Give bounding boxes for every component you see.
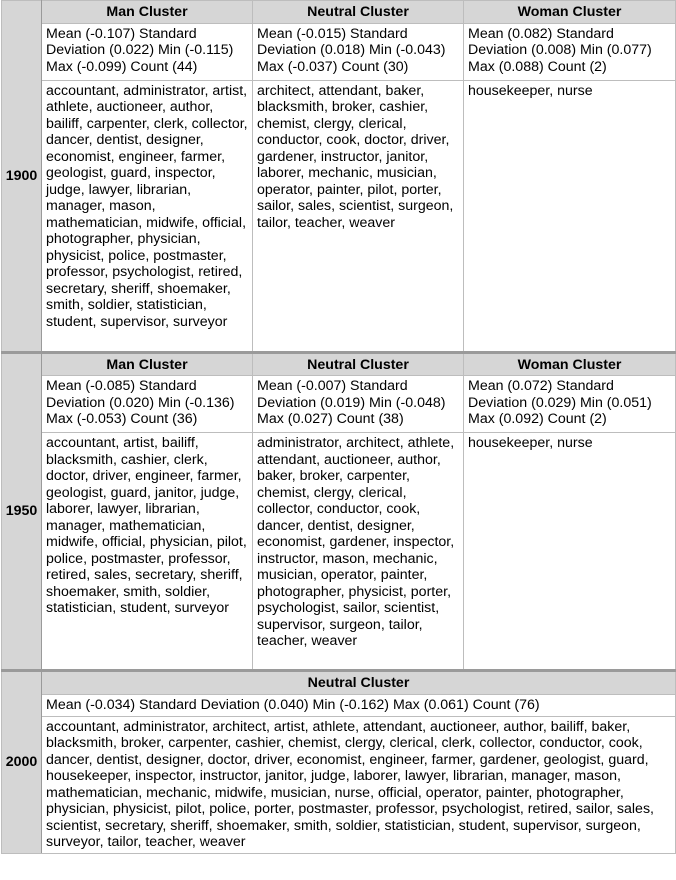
cluster-stats-woman-1900: Mean (0.082) Standard Deviation (0.008) Min (0.077) Max (0.088) Count (2)	[464, 23, 676, 80]
section-2000-words-row	[2, 716, 676, 853]
cluster-title-woman-1950: Woman Cluster	[464, 352, 676, 376]
cluster-title-man-1900: Man Cluster	[42, 1, 253, 24]
occupation-cluster-table	[1, 0, 676, 854]
section-1950-words-row	[2, 433, 676, 671]
section-1900-words-row	[2, 80, 676, 352]
cluster-stats-man-1900: Mean (-0.107) Standard Deviation (0.022) Min (-0.115) Max (-0.099) Count (44)	[42, 23, 253, 80]
cluster-stats-man-1950: Mean (-0.085) Standard Deviation (0.020) Min (-0.136) Max (-0.053) Count (36)	[42, 376, 253, 433]
cluster-stats-neutral-1950: Mean (-0.007) Standard Deviation (0.019) Min (-0.048) Max (0.027) Count (38)	[253, 376, 464, 433]
cluster-words-neutral-1900: architect, attendant, baker, blacksmith, broker, cashier, chemist, clergy, clerical, conductor, cook, doctor, driver, gardener, instructor, janitor, laborer, mechanic, musician, operator, painter, pilot, porter, sailor, sales, scientist, surgeon, tailor, teacher, weaver	[253, 80, 464, 352]
cluster-words-neutral-1950: administrator, architect, athlete, attendant, auctioneer, author, baker, broker, carpenter, chemist, clergy, clerical, collector, conductor, cook, dancer, dentist, designer, economist, gardener, inspector, instructor, mason, mechanic, musician, operator, painter, photographer, physicist, porter, psychologist, sailor, scientist, supervisor, surgeon, tailor, teacher, weaver	[253, 433, 464, 671]
cluster-words-woman-1900: housekeeper, nurse	[464, 80, 676, 352]
cluster-title-neutral-1950: Neutral Cluster	[253, 352, 464, 376]
section-1950-stats-row	[2, 376, 676, 433]
cluster-title-woman-1900: Woman Cluster	[464, 1, 676, 24]
cluster-title-neutral-1900: Neutral Cluster	[253, 1, 464, 24]
section-1900-header-row	[2, 1, 676, 24]
section-2000-header-row	[2, 671, 676, 695]
section-2000-stats-row	[2, 694, 676, 716]
year-label-1900: 1900	[2, 1, 42, 353]
cluster-words-man-1950: accountant, artist, bailiff, blacksmith, cashier, clerk, doctor, driver, engineer, farmer, geologist, guard, janitor, judge, laborer, lawyer, librarian, manager, mathematician, midwife, official, physician, pilot, police, postmaster, professor, retired, sales, secretary, sheriff, shoemaker, smith, soldier, statistician, student, surveyor	[42, 433, 253, 671]
cluster-stats-woman-1950: Mean (0.072) Standard Deviation (0.029) Min (0.051) Max (0.092) Count (2)	[464, 376, 676, 433]
section-1950-header-row	[2, 352, 676, 376]
year-label-1950: 1950	[2, 352, 42, 671]
cluster-words-woman-1950: housekeeper, nurse	[464, 433, 676, 671]
cluster-stats-neutral-2000: Mean (-0.034) Standard Deviation (0.040) Min (-0.162) Max (0.061) Count (76)	[42, 694, 676, 716]
cluster-words-neutral-2000: accountant, administrator, architect, artist, athlete, attendant, auctioneer, author, bailiff, baker, blacksmith, broker, carpenter, cashier, chemist, clergy, clerical, clerk, collector, conductor, cook, dancer, dentist, designer, doctor, driver, economist, engineer, farmer, gardener, geologist, guard, housekeeper, inspector, instructor, janitor, judge, laborer, lawyer, librarian, manager, mason, mathematician, mechanic, midwife, musician, nurse, official, operator, painter, photographer, physician, physicist, pilot, police, porter, postmaster, professor, psychologist, retired, sailor, sales, scientist, secretary, sheriff, shoemaker, smith, soldier, statistician, student, supervisor, surgeon, surveyor, tailor, teacher, weaver	[42, 716, 676, 853]
year-label-2000: 2000	[2, 671, 42, 854]
section-1900-stats-row	[2, 23, 676, 80]
cluster-words-man-1900: accountant, administrator, artist, athlete, auctioneer, author, bailiff, carpenter, clerk, collector, dancer, dentist, designer, economist, engineer, farmer, geologist, guard, inspector, judge, lawyer, librarian, manager, mason, mathematician, midwife, official, photographer, physician, physicist, police, postmaster, professor, psychologist, retired, secretary, sheriff, shoemaker, smith, soldier, statistician, student, supervisor, surveyor	[42, 80, 253, 352]
cluster-stats-neutral-1900: Mean (-0.015) Standard Deviation (0.018) Min (-0.043) Max (-0.037) Count (30)	[253, 23, 464, 80]
cluster-title-man-1950: Man Cluster	[42, 352, 253, 376]
cluster-title-neutral-2000: Neutral Cluster	[42, 671, 676, 695]
